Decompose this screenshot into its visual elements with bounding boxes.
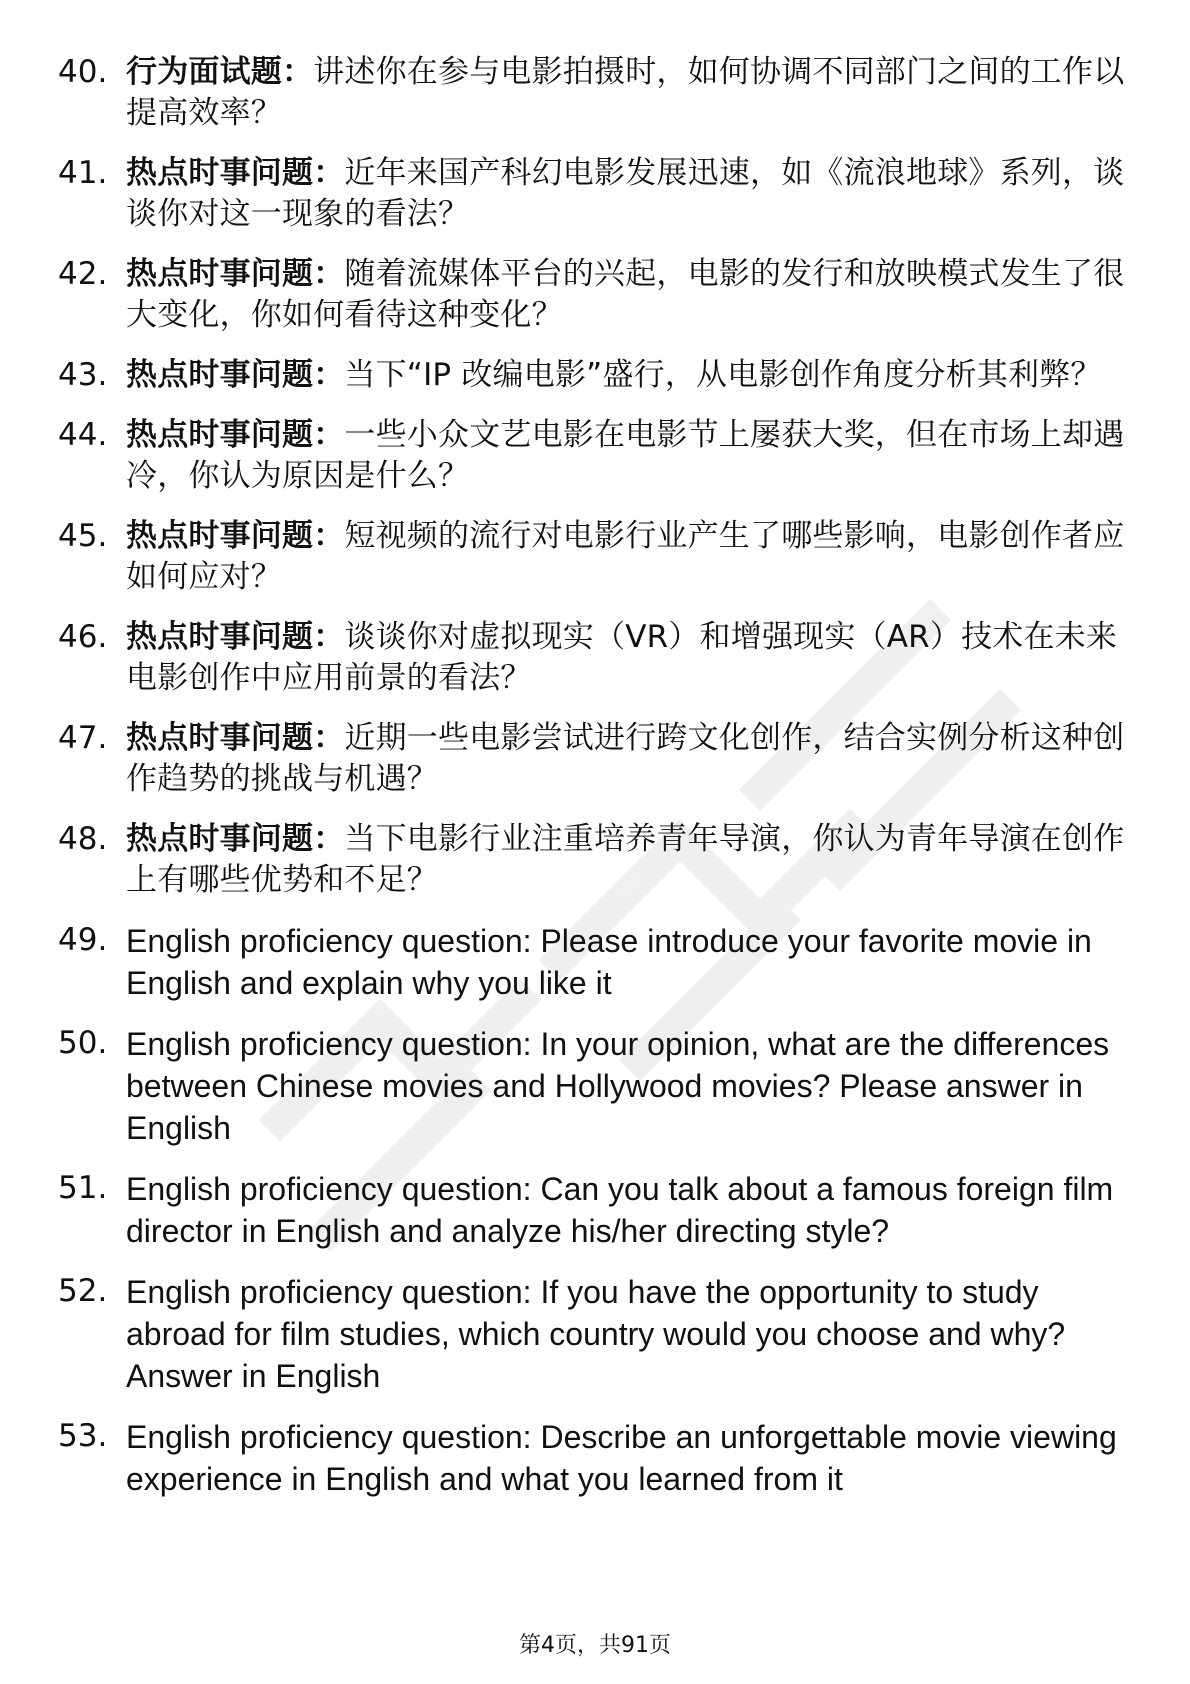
question-item [58, 153, 1138, 235]
question-item [58, 355, 1138, 396]
question-category: 热点时事问题： [126, 821, 345, 857]
question-number: 41. [58, 155, 108, 191]
question-category: 热点时事问题： [126, 417, 345, 453]
question-category: 热点时事问题： [126, 518, 345, 554]
question-category: 热点时事问题： [126, 256, 345, 292]
page-footer: 第4页，共91页 [519, 1633, 671, 1658]
question-text: English proficiency question: If you have the opportunity to study abroad for film studies, which country would you choose and why? Answer in English [126, 1274, 1066, 1394]
question-body: 近年来国产科幻电影发展迅速，如《流浪地球》系列，谈谈你对这一现象的看法？ [126, 155, 1125, 232]
question-item [58, 617, 1138, 699]
question-item [58, 516, 1138, 598]
question-item [58, 415, 1138, 497]
question-number: 46. [58, 619, 108, 655]
question-item [58, 1168, 1138, 1252]
question-body: 当下电影行业注重培养青年导演，你认为青年导演在创作上有哪些优势和不足？ [126, 821, 1125, 898]
question-number: 44. [58, 417, 108, 453]
question-text [126, 153, 1126, 235]
question-item [58, 254, 1138, 336]
question-item [58, 1271, 1138, 1397]
question-list [58, 52, 1138, 1519]
question-text [126, 52, 1126, 134]
question-body: 短视频的流行对电影行业产生了哪些影响，电影创作者应如何应对？ [126, 518, 1125, 595]
question-body: 一些小众文艺电影在电影节上屡获大奖，但在市场上却遇冷，你认为原因是什么？ [126, 417, 1125, 494]
question-number: 53. [58, 1418, 108, 1454]
question-body: 谈谈你对虚拟现实（VR）和增强现实（AR）技术在未来电影创作中应用前景的看法？ [126, 619, 1118, 696]
question-text: English proficiency question: Can you talk about a famous foreign film director in English and analyze his/her directing style? [126, 1171, 1114, 1249]
question-text: English proficiency question: Describe an unforgettable movie viewing experience in English and what you learned from it [126, 1419, 1117, 1497]
question-category: 热点时事问题： [126, 155, 345, 191]
question-text [126, 617, 1126, 699]
question-number: 52. [58, 1273, 108, 1309]
question-category: 行为面试题： [126, 54, 314, 90]
question-body: 讲述你在参与电影拍摄时，如何协调不同部门之间的工作以提高效率？ [126, 54, 1125, 131]
question-text: English proficiency question: Please introduce your favorite movie in English and explain why you like it [126, 923, 1092, 1001]
question-body: 随着流媒体平台的兴起，电影的发行和放映模式发生了很大变化，你如何看待这种变化？ [126, 256, 1125, 333]
question-category: 热点时事问题： [126, 357, 345, 393]
question-category: 热点时事问题： [126, 619, 345, 655]
question-text [126, 415, 1126, 497]
question-text [126, 718, 1126, 800]
question-number: 50. [58, 1025, 108, 1061]
question-number: 42. [58, 256, 108, 292]
question-text [126, 819, 1126, 901]
question-number: 47. [58, 720, 108, 756]
question-number: 43. [58, 357, 108, 393]
question-text [126, 355, 1126, 396]
question-number: 48. [58, 821, 108, 857]
question-number: 49. [58, 922, 108, 958]
question-text [126, 254, 1126, 336]
question-item [58, 1416, 1138, 1500]
question-item [58, 718, 1138, 800]
question-number: 51. [58, 1170, 108, 1206]
question-text [126, 516, 1126, 598]
question-body: 近期一些电影尝试进行跨文化创作，结合实例分析这种创作趋势的挑战与机遇？ [126, 720, 1125, 797]
question-category: 热点时事问题： [126, 720, 345, 756]
question-item [58, 52, 1138, 134]
question-item [58, 1023, 1138, 1149]
question-item [58, 819, 1138, 901]
question-body: 当下“IP 改编电影”盛行，从电影创作角度分析其利弊？ [344, 357, 1102, 393]
question-number: 45. [58, 518, 108, 554]
question-text: English proficiency question: In your opinion, what are the differences between Chinese movies and Hollywood movies? Please answer in English [126, 1026, 1110, 1146]
question-number: 40. [58, 54, 108, 90]
question-item [58, 920, 1138, 1004]
